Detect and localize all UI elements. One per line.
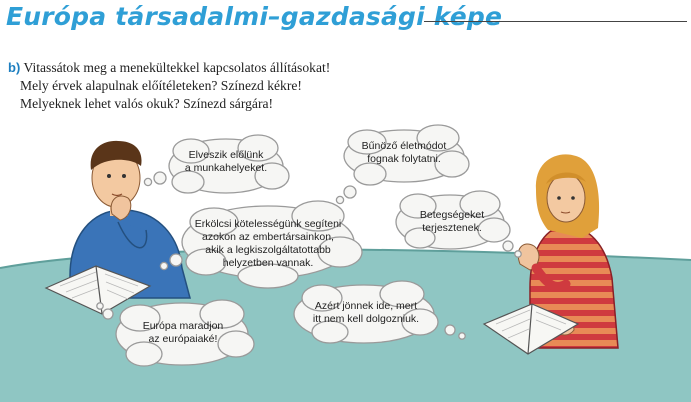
bubble-1-line-1: Elveszik előlünk — [188, 149, 264, 161]
bubble-text-jobs — [185, 149, 267, 175]
task-line-2: Mely érvek alapulnak előítéleteken? Színezd kékre! — [20, 78, 302, 93]
bubble-text-crime — [362, 140, 447, 166]
bubble-text-moral-duty — [195, 218, 342, 270]
task-line-3: Melyeknek lehet valós okuk? Színezd sárgára! — [20, 96, 274, 111]
task-text-1: Vitassátok meg a menekültekkel kapcsolatos állításokat! — [23, 60, 331, 75]
bubble-1-line-2: a munkahelyeket. — [184, 162, 268, 174]
task-b — [8, 59, 330, 113]
bubble-text-europe — [143, 320, 224, 346]
bubble-4-line-1: Betegségeket — [419, 209, 485, 221]
bubble-6-line-1: Európa maradjon — [142, 320, 224, 332]
bubble-3-line-3: akik a legkiszolgáltatottabb — [205, 244, 331, 256]
page-title: Európa társadalmi–gazdasági képe — [6, 2, 503, 31]
illustration-drawing — [0, 118, 691, 402]
bubble-3-line-2: azokon az embertársainkon, — [202, 231, 334, 243]
bubble-5-line-2: itt nem kell dolgozniuk. — [312, 313, 420, 325]
bubble-2-line-2: fognak folytatni. — [367, 153, 441, 165]
girl-head — [547, 174, 585, 222]
title-rule — [424, 21, 687, 22]
task-line-1 — [8, 59, 330, 77]
discussion-illustration — [0, 118, 691, 402]
bubble-3-line-4: helyzetben vannak. — [222, 257, 314, 269]
bubble-5-line-1: Azért jönnek ide, mert — [314, 300, 418, 312]
bubble-text-disease — [420, 209, 484, 235]
bubble-text-no-work — [313, 300, 419, 326]
task-letter: b) — [8, 60, 21, 75]
bubble-3-line-1: Erkölcsi kötelességünk segíteni — [194, 218, 342, 230]
bubble-2-line-1: Bűnöző életmódot — [361, 140, 447, 152]
bubble-4-line-2: terjesztenek. — [422, 222, 482, 234]
bubble-6-line-2: az európaiaké! — [148, 333, 218, 345]
